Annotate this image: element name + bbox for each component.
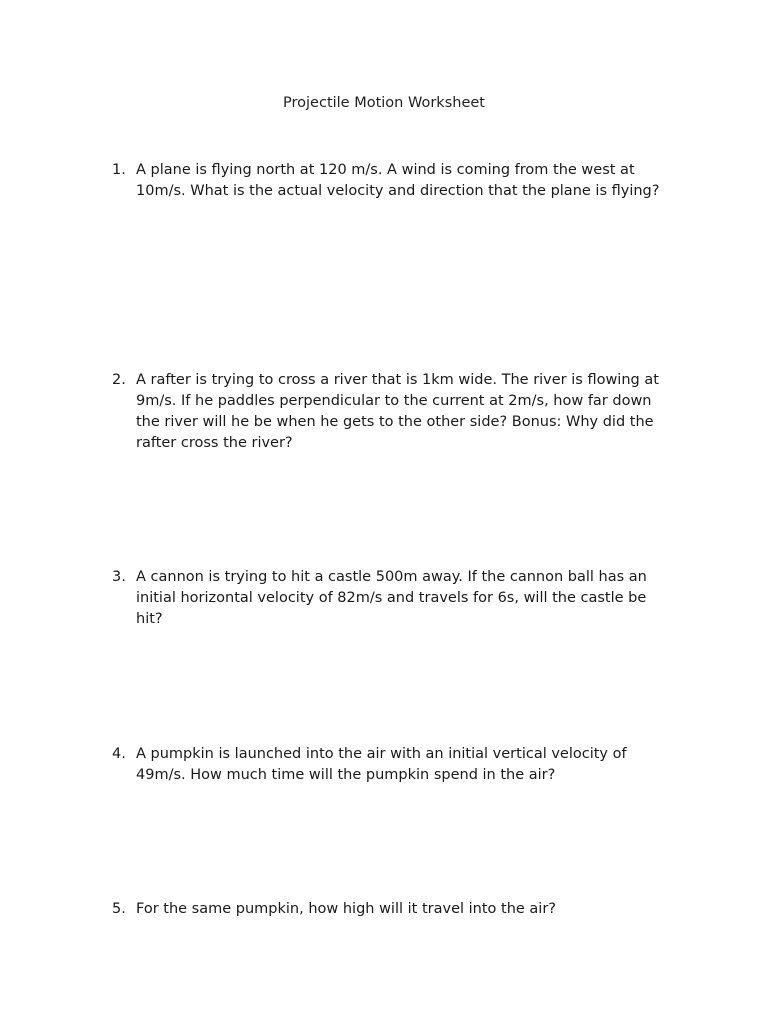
question-text: A pumpkin is launched into the air with an initial vertical velocity of 49m/s. How much time will the pumpkin spend in the air? [136,746,627,783]
question-text: For the same pumpkin, how high will it travel into the air? [136,901,556,917]
question-number: 2. [112,372,126,388]
question-item [112,370,672,454]
question-item [112,899,672,920]
question-item [112,160,672,202]
question-number: 4. [112,746,126,762]
page-title: Projectile Motion Worksheet [283,95,485,111]
question-number: 5. [112,901,126,917]
question-text: A plane is flying north at 120 m/s. A wind is coming from the west at 10m/s. What is the actual velocity and direction that the plane is flying? [136,162,660,199]
question-number: 3. [112,569,126,585]
question-text: A rafter is trying to cross a river that is 1km wide. The river is flowing at 9m/s. If he paddles perpendicular to the current at 2m/s, how far down the river will he be when he gets to the other side? Bonus: Why did the rafter cross the river? [136,372,659,451]
question-item [112,567,672,630]
question-item [112,744,672,786]
question-number: 1. [112,162,126,178]
question-text: A cannon is trying to hit a castle 500m away. If the cannon ball has an initial horizontal velocity of 82m/s and travels for 6s, will the castle be hit? [136,569,647,627]
